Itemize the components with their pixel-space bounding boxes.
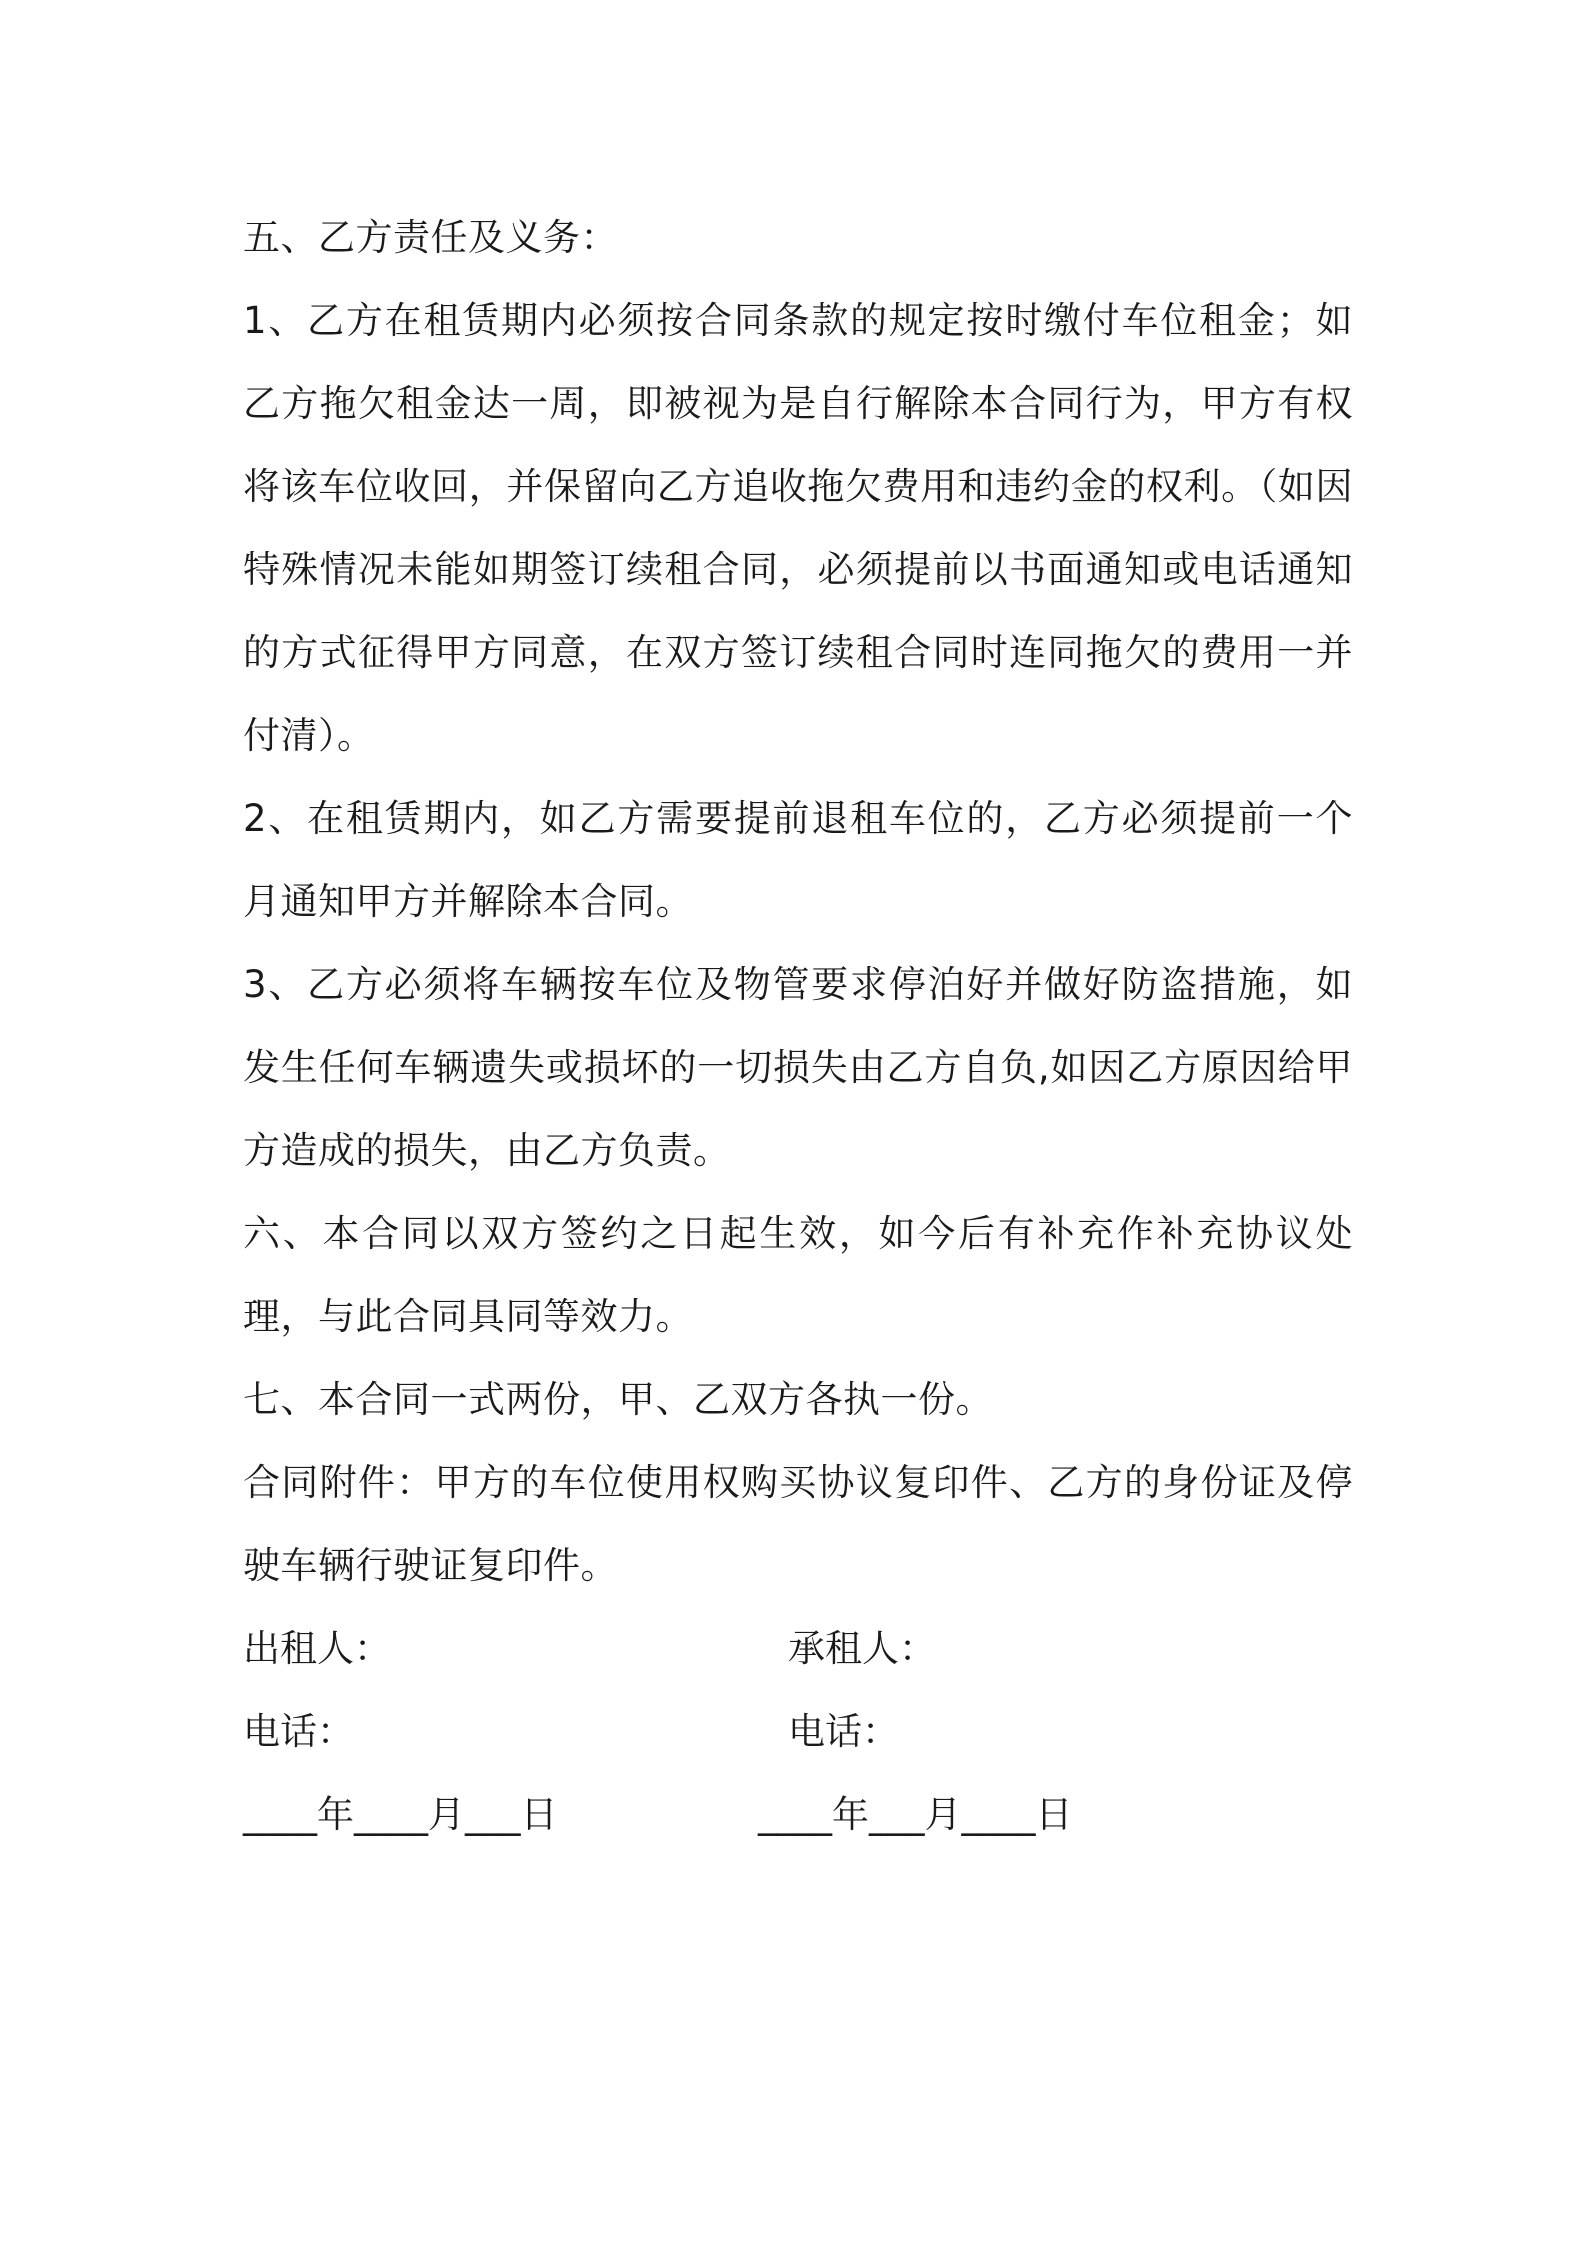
clause-5-3: 3、乙方必须将车辆按车位及物管要求停泊好并做好防盗措施，如发生任何车辆遗失或损坏的一切损失由乙方自负,如因乙方原因给甲方造成的损失，由乙方负责。 [243, 963, 1353, 1172]
clause-5-1: 1、乙方在租赁期内必须按合同条款的规定按时缴付车位租金；如乙方拖欠租金达一周，即被视为是自行解除本合同行为，甲方有权将该车位收回，并保留向乙方追收拖欠费用和违约金的权利。（如因特殊情况未能如期签订续租合同，必须提前以书面通知或电话通知的方式征得甲方同意，在双方签订续租合同时连同拖欠的费用一并付清）。 [243, 299, 1353, 757]
signature-phone-row [243, 1690, 1353, 1773]
section-six: 六、本合同以双方签约之日起生效，如今后有补充作补充协议处理，与此合同具同等效力。 [243, 1212, 1353, 1338]
lessee-label: 承租人： [788, 1627, 936, 1670]
signature-date-row [243, 1773, 1353, 1856]
signature-parties-row [243, 1607, 1353, 1690]
lessor-date: ____年____月___日 [243, 1793, 558, 1836]
contract-attachments: 合同附件：甲方的车位使用权购买协议复印件、乙方的身份证及停驶车辆行驶证复印件。 [243, 1461, 1353, 1587]
lessor-phone-label: 电话： [243, 1710, 354, 1753]
clause-5-2: 2、在租赁期内，如乙方需要提前退租车位的，乙方必须提前一个月通知甲方并解除本合同。 [243, 797, 1353, 923]
section-five-heading: 五、乙方责任及义务： [243, 216, 618, 259]
lessee-date: ____年___月____日 [758, 1793, 1073, 1836]
lessor-label: 出租人： [243, 1627, 391, 1670]
document-body [243, 196, 1353, 1856]
section-seven: 七、本合同一式两份，甲、乙双方各执一份。 [243, 1378, 993, 1421]
lessee-phone-label: 电话： [788, 1710, 899, 1753]
